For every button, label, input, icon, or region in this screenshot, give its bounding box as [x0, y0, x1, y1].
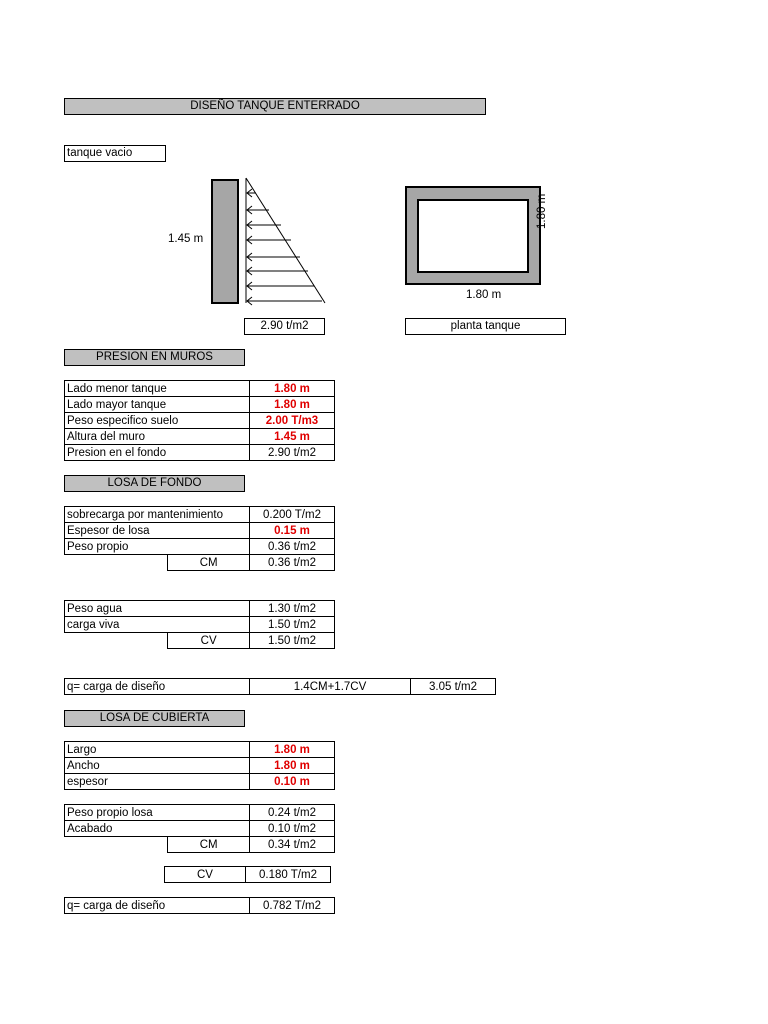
table-row — [65, 805, 335, 821]
table-row — [65, 617, 335, 633]
table-row — [65, 679, 496, 695]
page-title: DISEÑO TANQUE ENTERRADO — [64, 98, 486, 115]
q-label: q= carga de diseño — [65, 679, 250, 695]
losa-fondo-q-table — [64, 678, 496, 695]
losa-fondo-cv-table — [64, 600, 335, 649]
table-row — [65, 758, 335, 774]
cv-value: 0.180 T/m2 — [246, 867, 331, 883]
table-row — [65, 821, 335, 837]
losa-cubierta-table — [64, 741, 335, 790]
table-row — [65, 774, 335, 790]
computed-value: 0.200 T/m2 — [250, 507, 335, 523]
pressure-diagram — [200, 170, 340, 315]
plan-bottom-label: 1.80 m — [466, 289, 502, 301]
input-value[interactable]: 1.80 m — [250, 381, 335, 397]
table-row — [65, 507, 335, 523]
losa-cubierta-cv-table — [164, 866, 331, 883]
row-label: Presion en el fondo — [65, 445, 250, 461]
wall-height-label: 1.45 m — [168, 233, 204, 245]
losa-cubierta-cm-table — [64, 804, 335, 853]
input-value[interactable]: 1.80 m — [250, 758, 335, 774]
table-row — [65, 539, 335, 555]
row-label: carga viva — [65, 617, 250, 633]
plan-caption-box: planta tanque — [405, 318, 566, 335]
losa-fondo-header: LOSA DE FONDO — [64, 475, 245, 492]
computed-value: 0.36 t/m2 — [250, 539, 335, 555]
row-label: espesor — [65, 774, 250, 790]
input-value[interactable]: 1.80 m — [250, 397, 335, 413]
table-row — [65, 742, 335, 758]
input-value[interactable]: 1.45 m — [250, 429, 335, 445]
row-label: Acabado — [65, 821, 250, 837]
row-label: Ancho — [65, 758, 250, 774]
losa-cubierta-q-table — [64, 897, 335, 914]
presion-muros-header: PRESION EN MUROS — [64, 349, 245, 366]
row-label: Largo — [65, 742, 250, 758]
table-row — [65, 601, 335, 617]
blank-cell — [65, 633, 168, 649]
pressure-arrows — [247, 189, 322, 305]
cm-value: 0.36 t/m2 — [250, 555, 335, 571]
row-label: sobrecarga por mantenimiento — [65, 507, 250, 523]
cv-value: 1.50 t/m2 — [250, 633, 335, 649]
row-label: Lado mayor tanque — [65, 397, 250, 413]
row-label: Espesor de losa — [65, 523, 250, 539]
row-label: Peso agua — [65, 601, 250, 617]
cm-label: CM — [168, 837, 250, 853]
row-label: Peso propio losa — [65, 805, 250, 821]
table-row — [65, 523, 335, 539]
cm-label: CM — [168, 555, 250, 571]
q-label: q= carga de diseño — [65, 898, 250, 914]
table-row — [65, 555, 335, 571]
q-value: 3.05 t/m2 — [411, 679, 496, 695]
q-formula: 1.4CM+1.7CV — [250, 679, 411, 695]
input-value[interactable]: 1.80 m — [250, 742, 335, 758]
row-label: Peso propio — [65, 539, 250, 555]
row-label: Peso especifico suelo — [65, 413, 250, 429]
tank-plan-diagram — [400, 180, 550, 290]
cv-label: CV — [168, 633, 250, 649]
blank-cell — [65, 837, 168, 853]
computed-value: 1.30 t/m2 — [250, 601, 335, 617]
wall-section — [212, 180, 238, 303]
input-value[interactable]: 0.10 m — [250, 774, 335, 790]
computed-value: 0.24 t/m2 — [250, 805, 335, 821]
row-label: Lado menor tanque — [65, 381, 250, 397]
losa-fondo-table — [64, 506, 335, 571]
table-row — [65, 413, 335, 429]
computed-value: 0.10 t/m2 — [250, 821, 335, 837]
table-row — [65, 633, 335, 649]
table-row — [65, 837, 335, 853]
cm-value: 0.34 t/m2 — [250, 837, 335, 853]
plan-side-label: 1.80 m — [536, 193, 548, 229]
table-row — [165, 867, 331, 883]
table-row — [65, 397, 335, 413]
q-value: 0.782 T/m2 — [250, 898, 335, 914]
table-row — [65, 445, 335, 461]
computed-value: 2.90 t/m2 — [250, 445, 335, 461]
tank-plan-inner — [418, 200, 528, 272]
input-value[interactable]: 2.00 T/m3 — [250, 413, 335, 429]
pressure-value-box: 2.90 t/m2 — [244, 318, 325, 335]
losa-cubierta-header: LOSA DE CUBIERTA — [64, 710, 245, 727]
computed-value: 1.50 t/m2 — [250, 617, 335, 633]
blank-cell — [65, 555, 168, 571]
cv-label: CV — [165, 867, 246, 883]
presion-muros-table — [64, 380, 335, 461]
table-row — [65, 381, 335, 397]
table-row — [65, 429, 335, 445]
table-row — [65, 898, 335, 914]
input-value[interactable]: 0.15 m — [250, 523, 335, 539]
case-label: tanque vacio — [64, 145, 166, 162]
row-label: Altura del muro — [65, 429, 250, 445]
